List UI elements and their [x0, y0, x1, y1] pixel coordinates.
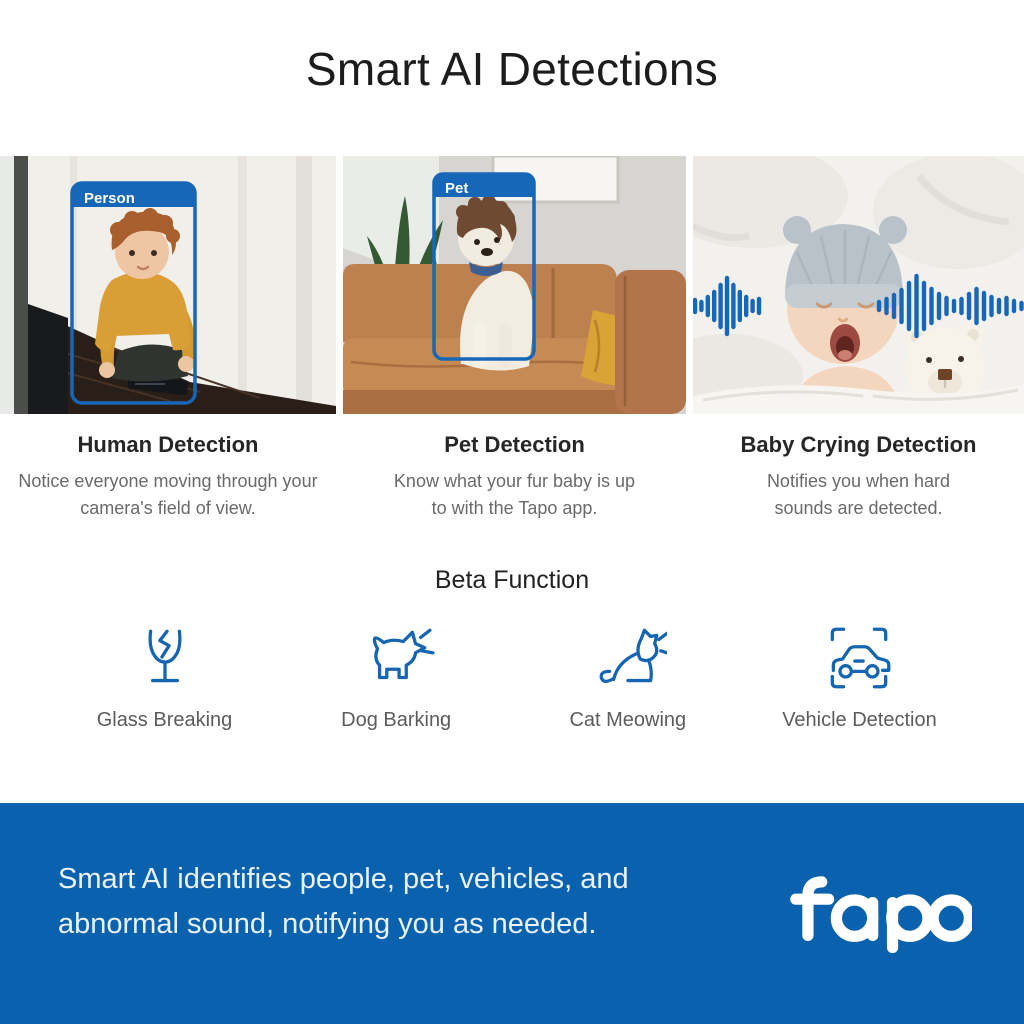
glass-breaking-item: [62, 619, 267, 732]
dog-barking-icon: [357, 619, 435, 697]
pet-detection-title: Pet Detection: [444, 432, 585, 457]
caption-row: [0, 432, 1024, 522]
human-detection-caption: [0, 432, 336, 522]
beta-function-heading: Beta Function: [434, 566, 590, 594]
baby-crying-detection-photo: [693, 156, 1024, 414]
vehicle-detection-item: [757, 619, 962, 732]
footer-banner: [0, 803, 1024, 1024]
pet-detection-caption: [343, 432, 686, 522]
toddler-photo-illustration: [0, 156, 336, 414]
baby-crying-detection-caption: [693, 432, 1024, 522]
glass-breaking-icon: [126, 619, 204, 697]
baby-crying-detection-description: Notifies you when hard sounds are detected.: [766, 471, 951, 518]
vehicle-detection-label: Vehicle Detection: [782, 709, 937, 731]
photo-strip: [0, 156, 1024, 414]
page-title: Smart AI Detections: [305, 43, 719, 95]
cat-meowing-item: [525, 619, 730, 732]
cat-meowing-icon: [589, 619, 667, 697]
sound-wave-right: [875, 268, 1024, 344]
pet-tag-label: Pet: [445, 180, 469, 197]
human-detection-description: Notice everyone moving through your camera's field of view.: [18, 471, 318, 518]
pet-detection-description: Know what your fur baby is up to with the Tapo app.: [393, 471, 636, 518]
human-detection-photo: [0, 156, 336, 414]
vehicle-detection-icon: [820, 619, 898, 697]
sound-wave-left: [693, 274, 763, 338]
footer-line-2: abnormal sound, notifying you as needed.: [58, 907, 597, 940]
tapo-logo: [782, 867, 972, 959]
human-detection-title: Human Detection: [77, 432, 259, 457]
dog-photo-illustration: [343, 156, 686, 414]
footer-text: [58, 857, 629, 947]
dog-barking-item: [294, 619, 499, 732]
cat-meowing-label: Cat Meowing: [569, 709, 687, 731]
pet-detection-photo: [343, 156, 686, 414]
beta-function-row: [62, 619, 962, 732]
person-tag-label: Person: [84, 190, 135, 207]
dog-barking-label: Dog Barking: [341, 709, 452, 731]
glass-breaking-label: Glass Breaking: [96, 709, 233, 731]
baby-crying-detection-title: Baby Crying Detection: [740, 432, 977, 457]
footer-line-1: Smart AI identifies people, pet, vehicles, and: [58, 863, 629, 895]
